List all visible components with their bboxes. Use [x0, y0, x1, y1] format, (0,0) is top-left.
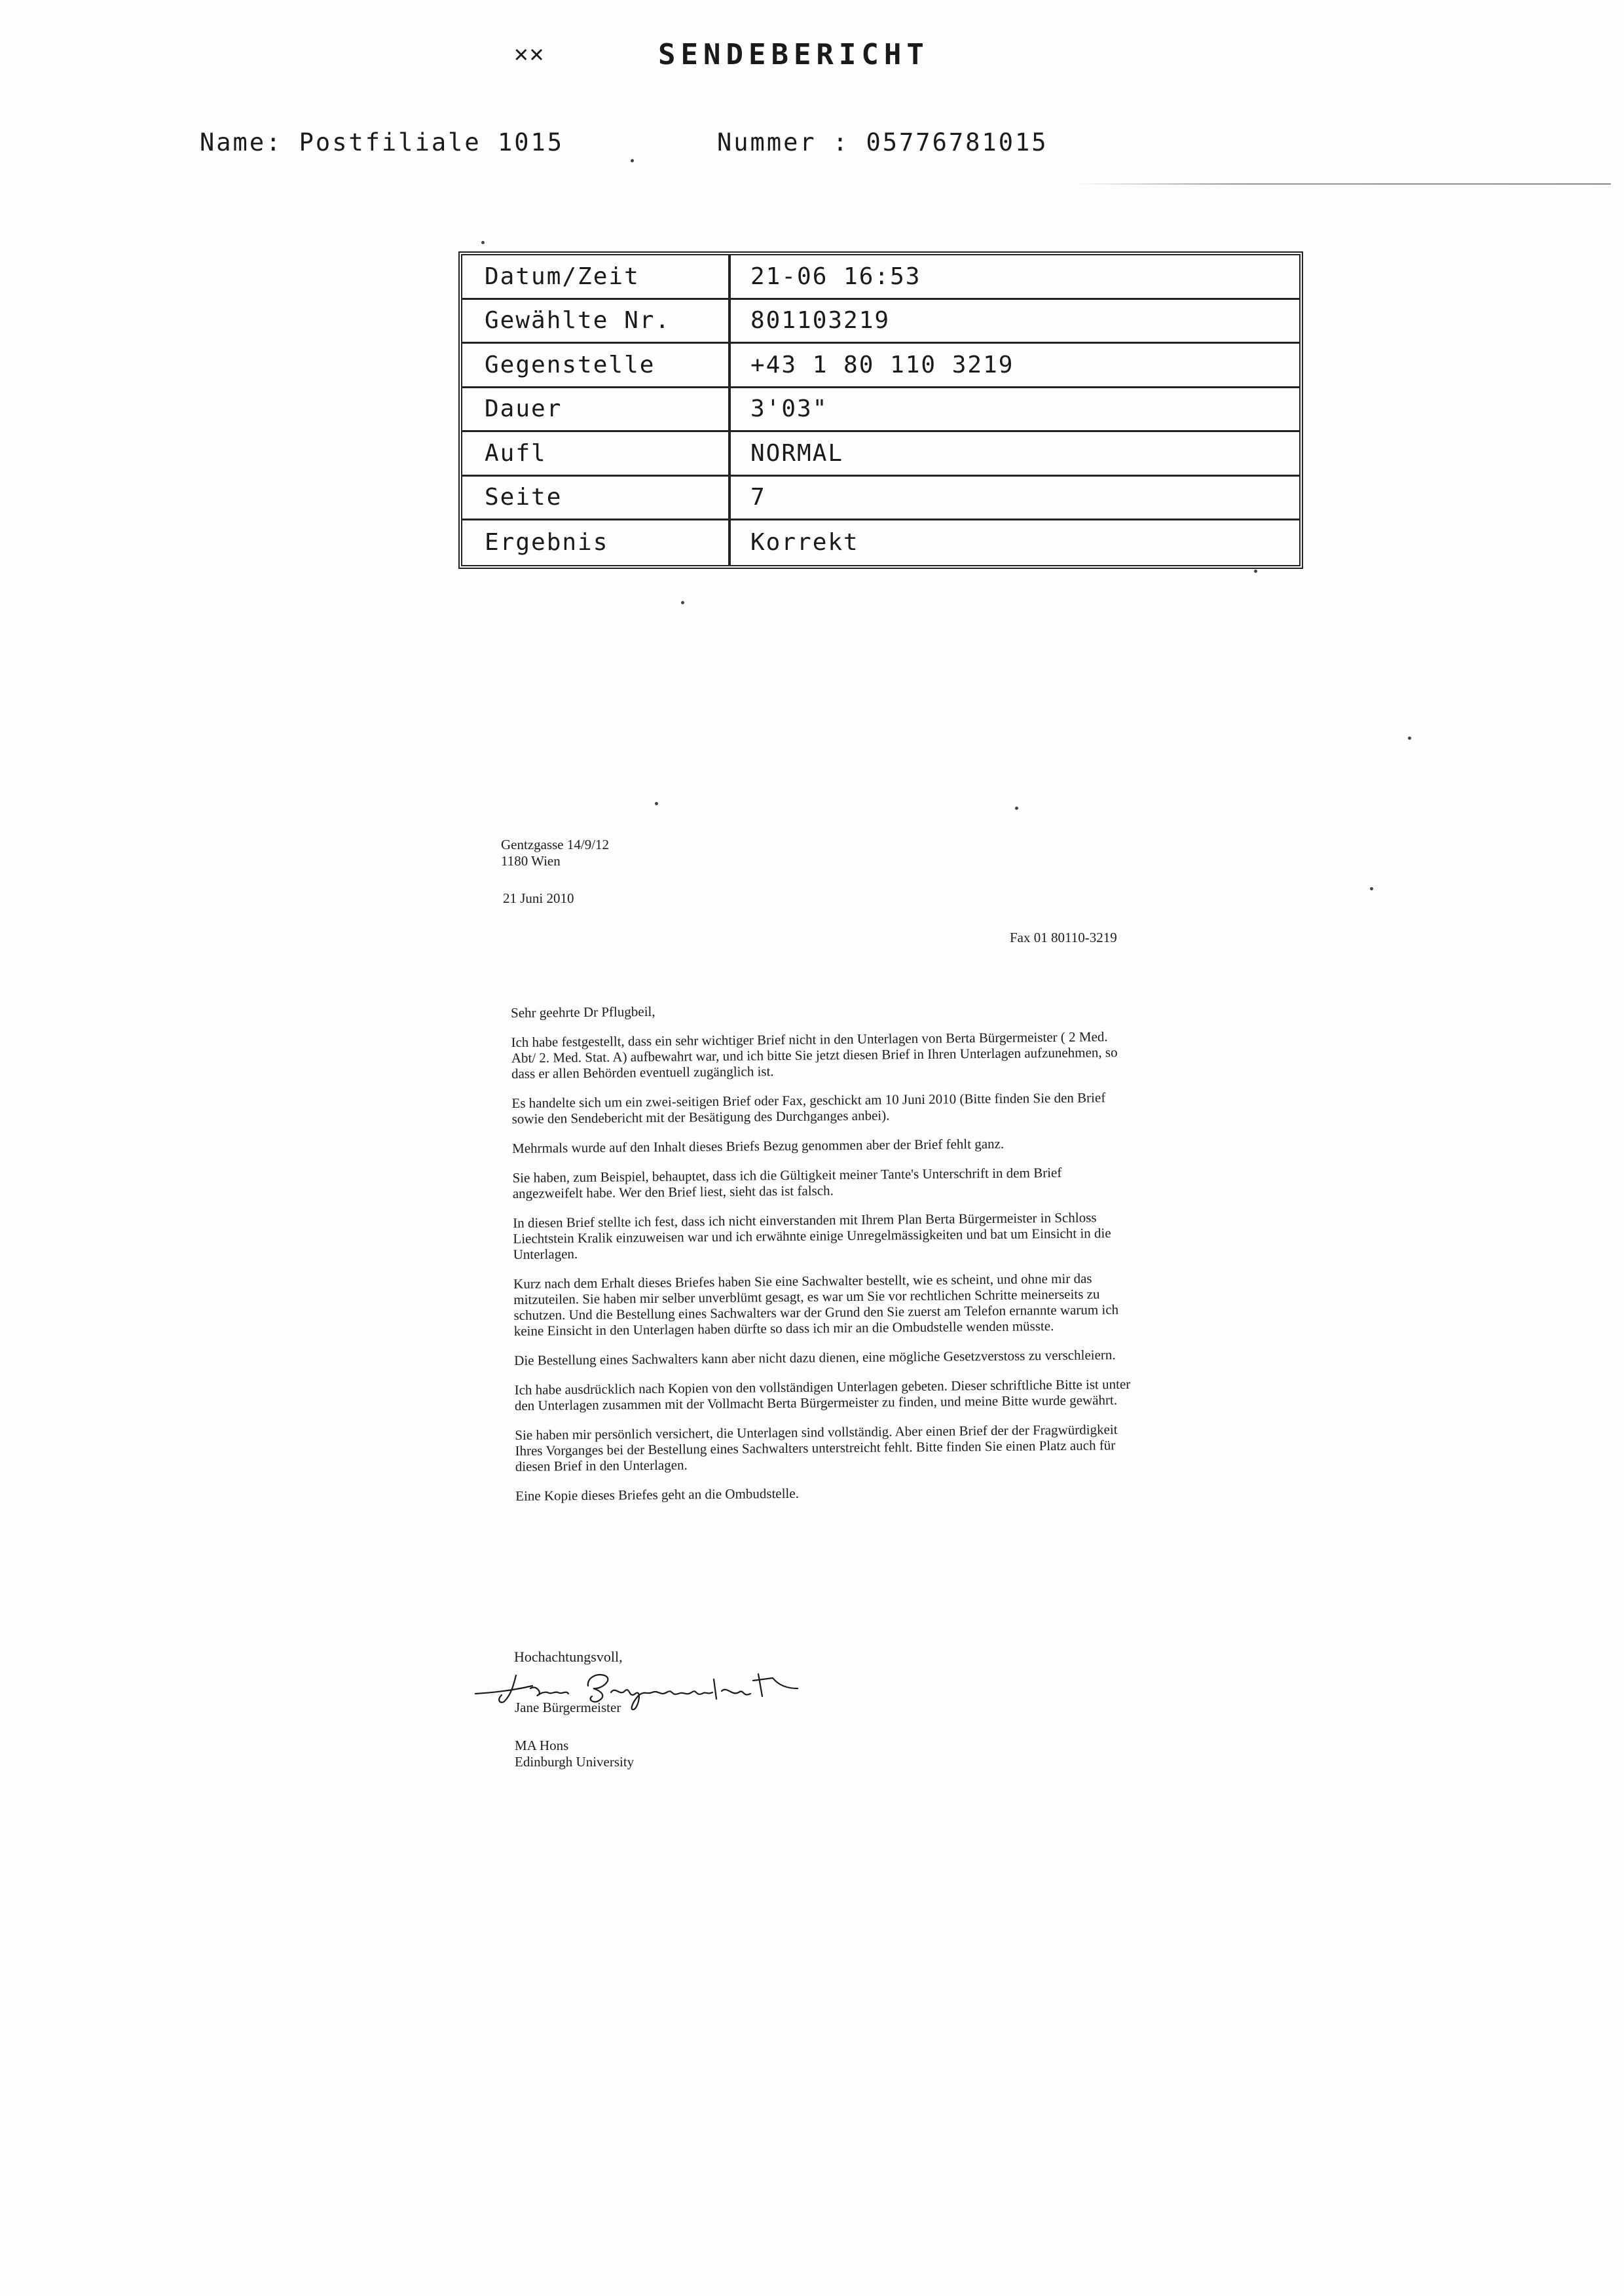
report-title: SENDEBERICHT: [658, 38, 929, 71]
scan-speck: [1408, 737, 1411, 740]
row-label: Gegenstelle: [462, 344, 731, 386]
row-label: Ergebnis: [462, 520, 731, 565]
paragraph: Es handelte sich um ein zwei-seitigen Brief oder Fax, geschickt am 10 Juni 2010 (Bitte finden Sie den Brief sowie den Sendebericht mit der Besätigung des Durchganges anbei).: [511, 1089, 1106, 1127]
scan-speck: [1254, 570, 1257, 573]
row-value: 7: [750, 484, 766, 511]
paragraph: In diesen Brief stellte ich fest, dass ich nicht einverstanden mit Ihrem Plan Berta Bürgermeister in Schloss Liechtstein Kralik einzuweisen war und ich erwähnte einige Unregelmässigkeiten und bat um Einsicht in die Unterlagen.: [513, 1209, 1111, 1262]
row-label: Aufl: [462, 432, 731, 475]
table-row: [462, 388, 1299, 433]
paragraph: Ich habe festgestellt, dass ein sehr wichtiger Brief nicht in den Unterlagen von Berta Bürgermeister ( 2 Med. Abt/ 2. Med. Stat. A) aufbewahrt war, und ich bitte Sie jetzt diesen Brief in Ihren Unterlagen aufzunehmen, so dass er allen Behörden eventuell zugänglich ist.: [511, 1029, 1118, 1082]
paragraph: Sie haben, zum Beispiel, behauptet, dass ich die Gültigkeit meiner Tante's Unterschrift in dem Brief angezweifelt habe. Wer den Brief liest, sieht das ist falsch.: [512, 1164, 1062, 1201]
row-value: 21-06 16:53: [750, 263, 921, 290]
sender-number: Nummer : 05776781015: [717, 128, 1048, 156]
closing: Hochachtungsvoll,: [514, 1649, 623, 1665]
report-mark: ✕✕: [514, 41, 545, 67]
address-city: 1180 Wien: [501, 853, 561, 869]
paragraph: Die Bestellung eines Sachwalters kann aber nicht dazu dienen, eine mögliche Gesetzverstoss zu verschleiern.: [514, 1347, 1116, 1368]
scan-speck: [681, 601, 684, 604]
row-value: +43 1 80 110 3219: [750, 351, 1014, 378]
table-row: [462, 477, 1299, 521]
header-rule: [1074, 183, 1611, 185]
signer-credentials: [515, 1738, 634, 1770]
table-row: [462, 255, 1299, 300]
university: Edinburgh University: [515, 1754, 635, 1770]
paragraph: Mehrmals wurde auf den Inhalt dieses Briefs Bezug genommen aber der Brief fehlt ganz.: [511, 1135, 1005, 1156]
paragraph: Ich habe ausdrücklich nach Kopien von den vollständigen Unterlagen gebeten. Dieser schriftliche Bitte ist unter den Unterlagen zusammen mit der Vollmacht Berta Bürgermeister zu finden, und meine Bitte wurde gewährt.: [514, 1376, 1131, 1413]
table-row: [462, 520, 1299, 565]
address-street: Gentzgasse 14/9/12: [501, 837, 610, 852]
row-value: 801103219: [750, 307, 891, 335]
scan-speck: [1015, 807, 1018, 810]
paragraph: Eine Kopie dieses Briefes geht an die Ombudstelle.: [515, 1485, 800, 1504]
sender-address: [501, 837, 609, 869]
table-row: [462, 344, 1299, 388]
scan-speck: [631, 159, 634, 162]
row-label: Gewählte Nr.: [462, 300, 731, 342]
salutation: Sehr geehrte Dr Pflugbeil,: [511, 1003, 655, 1021]
signer-name: Jane Bürgermeister: [515, 1700, 621, 1715]
row-value: Korrekt: [750, 529, 859, 556]
row-value: 3'03": [750, 395, 828, 423]
letter-date: 21 Juni 2010: [503, 890, 574, 906]
scan-speck: [1370, 887, 1373, 890]
row-value: NORMAL: [750, 439, 844, 467]
row-label: Dauer: [462, 388, 731, 431]
paragraph: Sie haben mir persönlich versichert, die Unterlagen sind vollständig. Aber einen Brief der der Fragwürdigkeit Ihres Vorganges bei der Bestellung eines Sachwalters unterstreicht fehlt. Bitte finden Sie einen Platz auch für diesen Brief in den Unterlagen.: [515, 1421, 1118, 1474]
row-label: Seite: [462, 477, 731, 519]
table-row: [462, 432, 1299, 477]
scan-speck: [481, 241, 485, 244]
degree: MA Hons: [515, 1738, 569, 1753]
letter-body: [511, 999, 1137, 1518]
sender-name: Name: Postfiliale 1015: [200, 128, 564, 156]
paragraph: Kurz nach dem Erhalt dieses Briefes haben Sie eine Sachwalter bestellt, wie es scheint, und ohne mir das mitzuteilen. Sie haben mir selber unverblümt gesagt, es war um Sie vor rechtlichen Schritte meinerseits zu schutzen. Und die Bestellung eines Sachwalters war der Grund den Sie zuerst am Telefon ernannte warum ich keine Einsicht in den Unterlagen haben dürfte so dass ich mir an die Ombudstelle wenden müsste.: [513, 1270, 1119, 1339]
transmission-report-table: [458, 251, 1303, 569]
recipient-fax: Fax 01 80110-3219: [1010, 930, 1117, 945]
table-row: [462, 300, 1299, 344]
row-label: Datum/Zeit: [462, 255, 731, 298]
scan-speck: [655, 802, 658, 805]
